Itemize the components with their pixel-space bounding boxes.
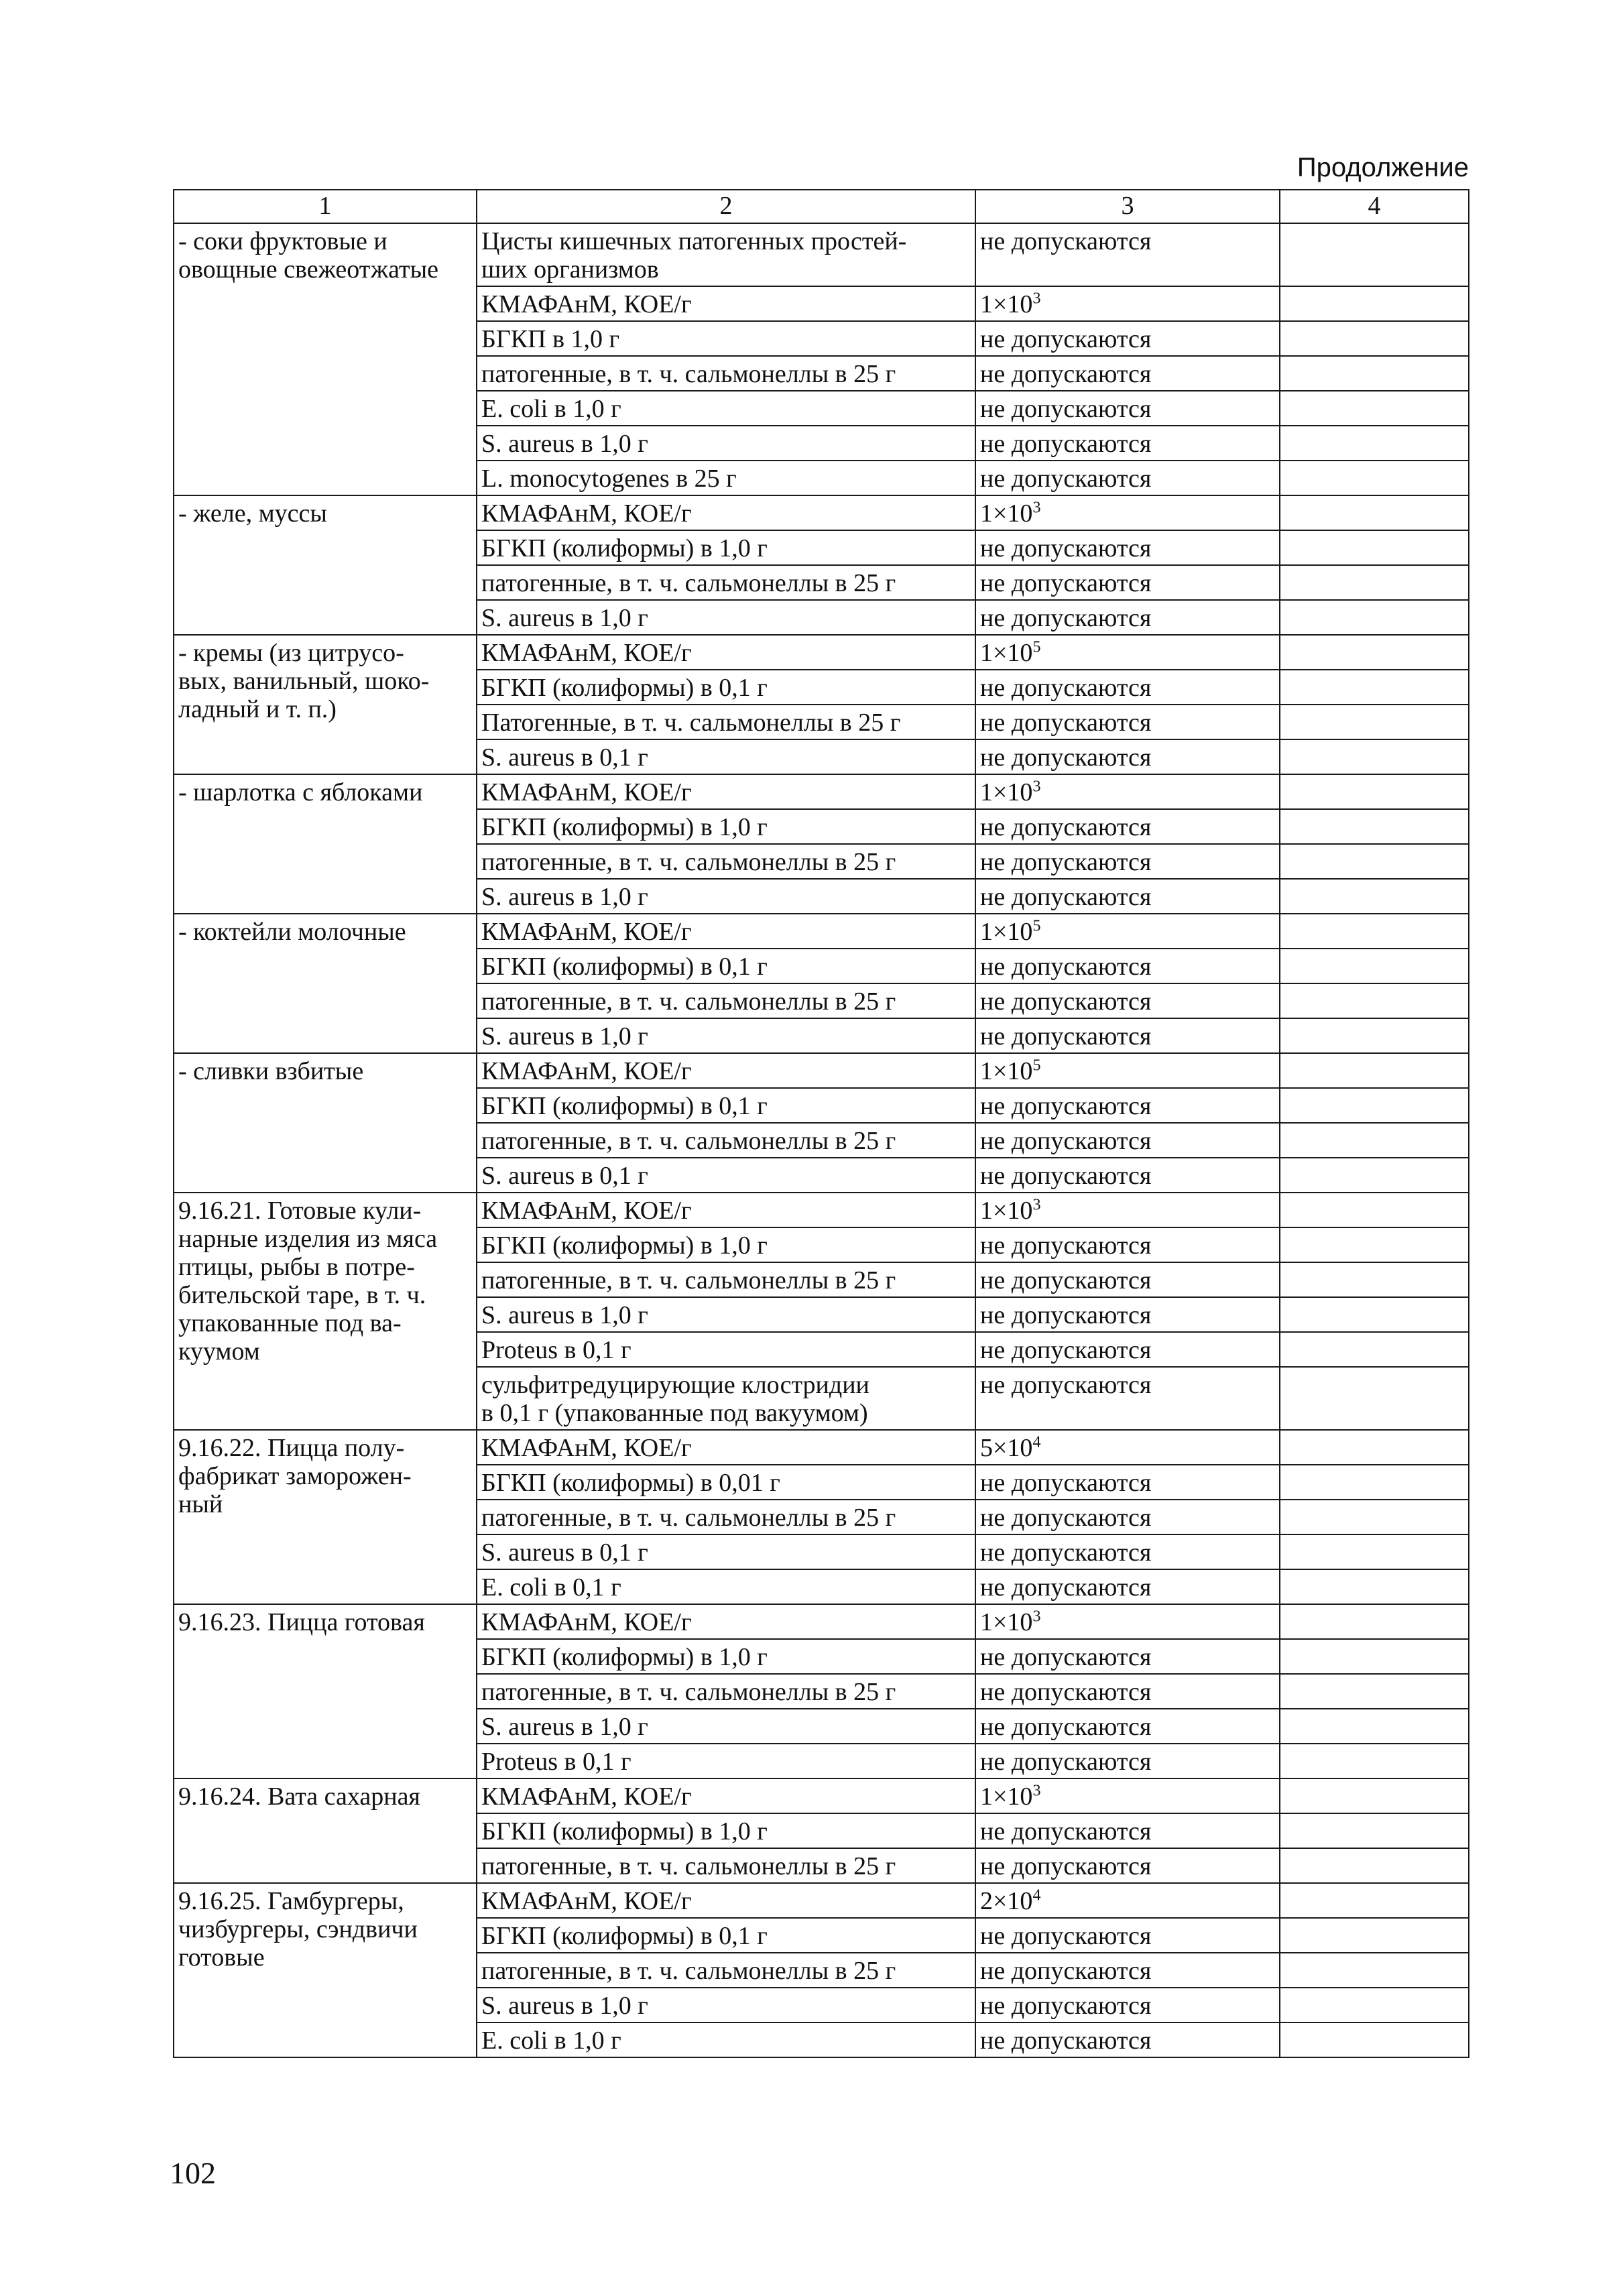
indicator-cell: БГКП (колиформы) в 1,0 г <box>477 1227 975 1262</box>
norm-value: не допускаются <box>980 1573 1152 1602</box>
norm-cell <box>975 1848 1280 1883</box>
norm-value: не допускаются <box>980 1643 1152 1671</box>
indicator-cell: БГКП (колиформы) в 1,0 г <box>477 530 975 565</box>
norm-exponent: 4 <box>1032 1886 1041 1905</box>
norm-value: не допускаются <box>980 987 1152 1016</box>
indicator-cell: патогенные, в т. ч. сальмонеллы в 25 г <box>477 1953 975 1988</box>
indicator-cell: КМАФАнМ, КОЕ/г <box>477 1193 975 1227</box>
table-row <box>174 635 1469 670</box>
empty-cell <box>1280 1674 1469 1709</box>
norm-cell <box>975 1744 1280 1778</box>
indicator-cell: КМАФАнМ, КОЕ/г <box>477 495 975 530</box>
norm-cell <box>975 321 1280 356</box>
indicator-cell: Proteus в 0,1 г <box>477 1744 975 1778</box>
indicator-cell: сульфитредуцирующие клостридии в 0,1 г (упакованные под вакуумом) <box>477 1367 975 1430</box>
norm-cell <box>975 914 1280 949</box>
empty-cell <box>1280 1953 1469 1988</box>
norm-cell <box>975 739 1280 774</box>
indicator-cell: КМАФАнМ, КОЕ/г <box>477 1883 975 1918</box>
empty-cell <box>1280 223 1469 286</box>
empty-cell <box>1280 530 1469 565</box>
norm-value: не допускаются <box>980 325 1152 353</box>
norm-value: не допускаются <box>980 813 1152 841</box>
empty-cell <box>1280 809 1469 844</box>
indicator-cell: L. monocytogenes в 25 г <box>477 461 975 495</box>
norm-value: не допускаются <box>980 1922 1152 1950</box>
norm-value: 1×10 <box>980 778 1033 806</box>
norm-cell <box>975 223 1280 286</box>
empty-cell <box>1280 1088 1469 1123</box>
norm-value: 1×10 <box>980 1057 1033 1085</box>
norm-value: 5×10 <box>980 1434 1033 1462</box>
norm-cell <box>975 1534 1280 1569</box>
product-cell: - коктейли молочные <box>174 914 477 1053</box>
norm-exponent: 3 <box>1032 778 1041 796</box>
indicator-cell: патогенные, в т. ч. сальмонеллы в 25 г <box>477 1848 975 1883</box>
indicator-cell: E. coli в 0,1 г <box>477 1569 975 1604</box>
column-header: 1 <box>174 190 477 223</box>
empty-cell <box>1280 949 1469 983</box>
column-header: 4 <box>1280 190 1469 223</box>
norm-exponent: 3 <box>1032 290 1041 308</box>
indicator-cell: патогенные, в т. ч. сальмонеллы в 25 г <box>477 356 975 391</box>
norm-cell <box>975 705 1280 739</box>
empty-cell <box>1280 1262 1469 1297</box>
empty-cell <box>1280 774 1469 809</box>
indicator-cell: S. aureus в 0,1 г <box>477 739 975 774</box>
norm-cell <box>975 879 1280 914</box>
empty-cell <box>1280 1709 1469 1744</box>
norm-cell <box>975 1018 1280 1053</box>
indicator-cell: патогенные, в т. ч. сальмонеллы в 25 г <box>477 1674 975 1709</box>
indicator-cell: патогенные, в т. ч. сальмонеллы в 25 г <box>477 1123 975 1158</box>
norm-cell <box>975 1918 1280 1953</box>
norm-value: не допускаются <box>980 430 1152 458</box>
indicator-cell: S. aureus в 1,0 г <box>477 1018 975 1053</box>
norm-value: не допускаются <box>980 1371 1152 1399</box>
norm-value: не допускаются <box>980 1817 1152 1846</box>
empty-cell <box>1280 1534 1469 1569</box>
norm-value: не допускаются <box>980 1992 1152 2020</box>
table-row <box>174 1053 1469 1088</box>
norm-value: не допускаются <box>980 1266 1152 1294</box>
indicator-cell: БГКП (колиформы) в 0,1 г <box>477 1088 975 1123</box>
product-cell: 9.16.22. Пицца полу- фабрикат заморожен- ный <box>174 1430 477 1604</box>
norm-value: не допускаются <box>980 1022 1152 1050</box>
column-number-row <box>174 190 1469 223</box>
norm-value: не допускаются <box>980 1336 1152 1364</box>
norm-cell <box>975 1332 1280 1367</box>
empty-cell <box>1280 1604 1469 1639</box>
empty-cell <box>1280 1018 1469 1053</box>
norm-cell <box>975 391 1280 426</box>
continuation-label: Продолжение <box>1297 153 1469 182</box>
norm-value: 1×10 <box>980 918 1033 946</box>
norm-value: не допускаются <box>980 1469 1152 1497</box>
indicator-cell: Proteus в 0,1 г <box>477 1332 975 1367</box>
column-header: 2 <box>477 190 975 223</box>
norm-value: не допускаются <box>980 534 1152 562</box>
product-cell: - шарлотка с яблоками <box>174 774 477 914</box>
indicator-cell: патогенные, в т. ч. сальмонеллы в 25 г <box>477 565 975 600</box>
norm-value: не допускаются <box>980 1301 1152 1329</box>
table-row <box>174 1430 1469 1465</box>
norm-value: не допускаются <box>980 465 1152 493</box>
empty-cell <box>1280 1569 1469 1604</box>
empty-cell <box>1280 1639 1469 1674</box>
norm-value: не допускаются <box>980 709 1152 737</box>
indicator-cell: S. aureus в 1,0 г <box>477 879 975 914</box>
empty-cell <box>1280 1465 1469 1500</box>
empty-cell <box>1280 426 1469 461</box>
indicator-cell: S. aureus в 0,1 г <box>477 1158 975 1193</box>
indicator-cell: S. aureus в 0,1 г <box>477 1534 975 1569</box>
norm-value: 1×10 <box>980 1608 1033 1636</box>
norm-value: не допускаются <box>980 1748 1152 1776</box>
empty-cell <box>1280 844 1469 879</box>
empty-cell <box>1280 2022 1469 2057</box>
empty-cell <box>1280 286 1469 321</box>
empty-cell <box>1280 1778 1469 1813</box>
indicator-cell: БГКП (колиформы) в 1,0 г <box>477 809 975 844</box>
empty-cell <box>1280 670 1469 705</box>
norm-value: не допускаются <box>980 848 1152 876</box>
norm-value: не допускаются <box>980 883 1152 911</box>
norm-cell <box>975 1158 1280 1193</box>
page-number: 102 <box>170 2156 216 2190</box>
norm-cell <box>975 1569 1280 1604</box>
indicator-cell: S. aureus в 1,0 г <box>477 1297 975 1332</box>
table-row <box>174 1193 1469 1227</box>
norm-value: не допускаются <box>980 1092 1152 1120</box>
norm-cell <box>975 949 1280 983</box>
norm-value: 1×10 <box>980 290 1033 318</box>
product-cell: 9.16.24. Вата сахарная <box>174 1778 477 1883</box>
norm-exponent: 5 <box>1032 1056 1041 1075</box>
norm-cell <box>975 1193 1280 1227</box>
norm-cell <box>975 1297 1280 1332</box>
empty-cell <box>1280 565 1469 600</box>
empty-cell <box>1280 1988 1469 2022</box>
norm-value: не допускаются <box>980 1852 1152 1880</box>
empty-cell <box>1280 1883 1469 1918</box>
norm-value: не допускаются <box>980 674 1152 702</box>
norm-cell <box>975 461 1280 495</box>
norm-cell <box>975 983 1280 1018</box>
indicator-cell: БГКП (колиформы) в 1,0 г <box>477 1639 975 1674</box>
norm-cell <box>975 530 1280 565</box>
norm-exponent: 3 <box>1032 1196 1041 1214</box>
empty-cell <box>1280 635 1469 670</box>
indicator-cell: КМАФАнМ, КОЕ/г <box>477 914 975 949</box>
norm-value: не допускаются <box>980 1957 1152 1985</box>
norm-cell <box>975 1465 1280 1500</box>
empty-cell <box>1280 1123 1469 1158</box>
empty-cell <box>1280 914 1469 949</box>
product-cell: 9.16.21. Готовые кули- нарные изделия из мяса птицы, рыбы в потре- бительской таре, в т. ч. упакованные под ва- куумом <box>174 1193 477 1430</box>
norm-cell <box>975 1500 1280 1534</box>
norm-cell <box>975 635 1280 670</box>
empty-cell <box>1280 1367 1469 1430</box>
indicator-cell: КМАФАнМ, КОЕ/г <box>477 1053 975 1088</box>
norm-value: 2×10 <box>980 1887 1033 1915</box>
norm-value: не допускаются <box>980 1504 1152 1532</box>
norm-cell <box>975 1053 1280 1088</box>
indicator-cell: БГКП в 1,0 г <box>477 321 975 356</box>
table-row <box>174 914 1469 949</box>
norm-cell <box>975 356 1280 391</box>
indicator-cell: патогенные, в т. ч. сальмонеллы в 25 г <box>477 844 975 879</box>
empty-cell <box>1280 1500 1469 1534</box>
norm-cell <box>975 1367 1280 1430</box>
empty-cell <box>1280 1848 1469 1883</box>
empty-cell <box>1280 1053 1469 1088</box>
norm-cell <box>975 1674 1280 1709</box>
empty-cell <box>1280 1430 1469 1465</box>
norm-value: 1×10 <box>980 1783 1033 1811</box>
indicator-cell: БГКП (колиформы) в 0,1 г <box>477 949 975 983</box>
norm-value: не допускаются <box>980 1538 1152 1567</box>
norm-value: не допускаются <box>980 2027 1152 2055</box>
norm-value: не допускаются <box>980 1713 1152 1741</box>
product-cell: 9.16.23. Пицца готовая <box>174 1604 477 1778</box>
column-header: 3 <box>975 190 1280 223</box>
empty-cell <box>1280 1332 1469 1367</box>
indicator-cell: S. aureus в 1,0 г <box>477 426 975 461</box>
empty-cell <box>1280 739 1469 774</box>
product-cell: - сливки взбитые <box>174 1053 477 1193</box>
norm-value: не допускаются <box>980 569 1152 597</box>
norm-cell <box>975 495 1280 530</box>
table-row <box>174 774 1469 809</box>
table-row <box>174 495 1469 530</box>
indicator-cell: КМАФАнМ, КОЕ/г <box>477 1778 975 1813</box>
norm-cell <box>975 844 1280 879</box>
product-cell: - соки фруктовые и овощные свежеотжатые <box>174 223 477 495</box>
norm-cell <box>975 1883 1280 1918</box>
norm-cell <box>975 809 1280 844</box>
indicator-cell: БГКП (колиформы) в 0,1 г <box>477 670 975 705</box>
empty-cell <box>1280 705 1469 739</box>
indicator-cell: КМАФАнМ, КОЕ/г <box>477 635 975 670</box>
norm-value: 1×10 <box>980 1197 1033 1225</box>
norm-value: не допускаются <box>980 1678 1152 1706</box>
empty-cell <box>1280 1297 1469 1332</box>
indicator-cell: КМАФАнМ, КОЕ/г <box>477 286 975 321</box>
norm-value: не допускаются <box>980 743 1152 772</box>
norm-cell <box>975 1709 1280 1744</box>
norm-cell <box>975 1953 1280 1988</box>
norm-cell <box>975 1227 1280 1262</box>
norm-value: не допускаются <box>980 953 1152 981</box>
indicator-cell: E. coli в 1,0 г <box>477 2022 975 2057</box>
empty-cell <box>1280 461 1469 495</box>
norm-exponent: 5 <box>1032 917 1041 935</box>
indicator-cell: S. aureus в 1,0 г <box>477 1709 975 1744</box>
indicator-cell: КМАФАнМ, КОЕ/г <box>477 774 975 809</box>
empty-cell <box>1280 1744 1469 1778</box>
indicator-cell: S. aureus в 1,0 г <box>477 600 975 635</box>
empty-cell <box>1280 1158 1469 1193</box>
indicator-cell: патогенные, в т. ч. сальмонеллы в 25 г <box>477 983 975 1018</box>
norm-cell <box>975 1123 1280 1158</box>
indicator-cell: БГКП (колиформы) в 0,01 г <box>477 1465 975 1500</box>
norm-cell <box>975 1604 1280 1639</box>
norm-value: не допускаются <box>980 1127 1152 1155</box>
norm-value: не допускаются <box>980 395 1152 423</box>
empty-cell <box>1280 1227 1469 1262</box>
indicator-cell: патогенные, в т. ч. сальмонеллы в 25 г <box>477 1500 975 1534</box>
norm-cell <box>975 1639 1280 1674</box>
indicator-cell: БГКП (колиформы) в 0,1 г <box>477 1918 975 1953</box>
norm-cell <box>975 1262 1280 1297</box>
product-cell: 9.16.25. Гамбургеры, чизбургеры, сэндвичи готовые <box>174 1883 477 2057</box>
requirements-table <box>173 189 1469 2058</box>
empty-cell <box>1280 321 1469 356</box>
table-row <box>174 1778 1469 1813</box>
indicator-cell: S. aureus в 1,0 г <box>477 1988 975 2022</box>
norm-value: не допускаются <box>980 1162 1152 1190</box>
empty-cell <box>1280 356 1469 391</box>
norm-cell <box>975 1988 1280 2022</box>
norm-cell <box>975 565 1280 600</box>
norm-exponent: 3 <box>1032 1608 1041 1626</box>
norm-exponent: 3 <box>1032 499 1041 517</box>
product-cell: - кремы (из цитрусо- вых, ванильный, шоко- ладный и т. п.) <box>174 635 477 774</box>
norm-cell <box>975 670 1280 705</box>
norm-cell <box>975 1813 1280 1848</box>
empty-cell <box>1280 1918 1469 1953</box>
empty-cell <box>1280 879 1469 914</box>
empty-cell <box>1280 983 1469 1018</box>
norm-cell <box>975 1778 1280 1813</box>
indicator-cell: Цисты кишечных патогенных простей- ших организмов <box>477 223 975 286</box>
norm-exponent: 4 <box>1032 1433 1041 1451</box>
empty-cell <box>1280 495 1469 530</box>
indicator-cell: КМАФАнМ, КОЕ/г <box>477 1430 975 1465</box>
norm-cell <box>975 426 1280 461</box>
norm-cell <box>975 1430 1280 1465</box>
norm-cell <box>975 2022 1280 2057</box>
norm-cell <box>975 286 1280 321</box>
norm-cell <box>975 1088 1280 1123</box>
table-row <box>174 1604 1469 1639</box>
norm-value: не допускаются <box>980 604 1152 632</box>
indicator-cell: E. coli в 1,0 г <box>477 391 975 426</box>
empty-cell <box>1280 391 1469 426</box>
indicator-cell: патогенные, в т. ч. сальмонеллы в 25 г <box>477 1262 975 1297</box>
empty-cell <box>1280 1193 1469 1227</box>
norm-value: не допускаются <box>980 1231 1152 1260</box>
table-row <box>174 223 1469 286</box>
norm-value: 1×10 <box>980 499 1033 528</box>
empty-cell <box>1280 1813 1469 1848</box>
norm-value: 1×10 <box>980 639 1033 667</box>
indicator-cell: Патогенные, в т. ч. сальмонеллы в 25 г <box>477 705 975 739</box>
product-cell: - желе, муссы <box>174 495 477 635</box>
indicator-cell: КМАФАнМ, КОЕ/г <box>477 1604 975 1639</box>
norm-cell <box>975 774 1280 809</box>
empty-cell <box>1280 600 1469 635</box>
table-body <box>174 223 1469 2057</box>
norm-value: не допускаются <box>980 227 1152 255</box>
norm-cell <box>975 600 1280 635</box>
norm-exponent: 3 <box>1032 1782 1041 1800</box>
indicator-cell: БГКП (колиформы) в 1,0 г <box>477 1813 975 1848</box>
norm-value: не допускаются <box>980 360 1152 388</box>
table-row <box>174 1883 1469 1918</box>
norm-exponent: 5 <box>1032 638 1041 656</box>
